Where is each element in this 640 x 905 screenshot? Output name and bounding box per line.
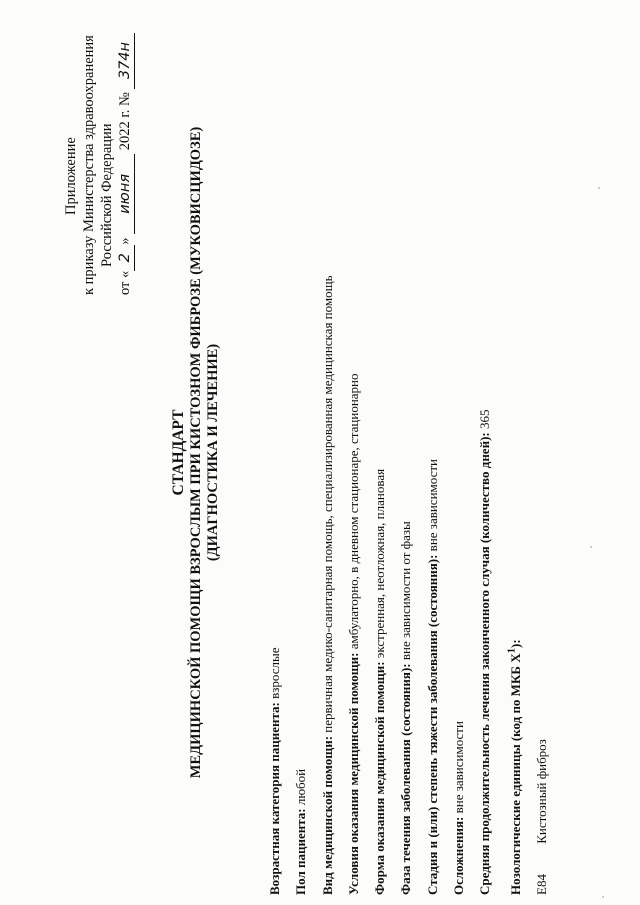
- field-label: Фаза течения заболевания (состояния):: [398, 663, 414, 895]
- field-nosological-units: [499, 15, 530, 895]
- title-line-1: СТАНДАРТ: [170, 409, 187, 496]
- appendix-title: Приложение: [63, 137, 79, 215]
- field-value: вне зависимости от фазы: [398, 521, 414, 664]
- order-day-handwritten: 2: [116, 245, 135, 271]
- appendix-country: Российской Федерации: [99, 123, 115, 267]
- order-number-handwritten: 374н: [116, 33, 135, 89]
- footnote-marker: 1: [505, 647, 518, 654]
- order-month-handwritten: июня: [116, 154, 135, 234]
- order-mid: »: [117, 237, 133, 245]
- scan-speck: [590, 546, 592, 548]
- standard-fields: [262, 15, 556, 895]
- appendix-header: [62, 35, 135, 295]
- field-label: Условия оказания медицинской помощи:: [345, 652, 361, 895]
- field-sex: [288, 15, 314, 895]
- diagnosis-row: [529, 15, 555, 895]
- field-care-conditions: [341, 15, 367, 895]
- field-value: вне зависимости: [451, 721, 467, 817]
- title-line-3: (ДИАГНОСТИКА И ЛЕЧЕНИЕ): [205, 343, 221, 562]
- scan-speck: [602, 896, 604, 898]
- order-year: 2022 г. №: [117, 92, 133, 151]
- field-age-category: [262, 15, 288, 895]
- icd-code: E84: [534, 874, 550, 895]
- order-date-line: [116, 35, 135, 295]
- field-value: экстренная, неотложная, плановая: [372, 468, 388, 662]
- appendix-order-ref: к приказу Министерства здравоохранения: [81, 35, 97, 295]
- field-value: первичная медико-санитарная помощь, специализированная медицинская помощь: [319, 275, 335, 736]
- field-treatment-duration: [472, 15, 498, 895]
- field-label: Вид медицинской помощи:: [319, 735, 335, 895]
- field-label: Средняя продолжительность лечения законченного случая (количество дней):: [477, 432, 493, 895]
- field-label: Стадия и (или) степень тяжести заболевания (состояния):: [424, 554, 440, 895]
- standard-title: [170, 80, 222, 825]
- title-line-2: МЕДИЦИНСКОЙ ПОМОЩИ ВЗРОСЛЫМ ПРИ КИСТОЗНОМ ФИБРОЗЕ (МУКОВИСЦИДОЗЕ): [188, 126, 204, 779]
- field-disease-stage: [420, 15, 446, 895]
- field-label: Форма оказания медицинской помощи:: [372, 661, 388, 895]
- field-label: Возрастная категория пациента:: [267, 702, 282, 895]
- field-care-type: [315, 15, 341, 895]
- field-complications: [446, 15, 472, 895]
- scan-speck: [598, 187, 600, 189]
- field-value: 365: [477, 409, 493, 433]
- field-value: амбулаторно, в дневном стационаре, стационарно: [345, 373, 361, 653]
- field-value: вне зависимости: [424, 459, 440, 555]
- field-label: [505, 639, 523, 895]
- order-prefix: от «: [117, 270, 133, 295]
- field-value: взрослые: [267, 647, 282, 703]
- field-label-tail: ):: [508, 639, 523, 648]
- field-care-form: [367, 15, 393, 895]
- diagnosis-name: Кистозный фиброз: [534, 739, 550, 844]
- field-disease-phase: [393, 15, 419, 895]
- field-label: Пол пациента:: [293, 808, 309, 895]
- field-value: любой: [293, 768, 309, 809]
- field-label: Осложнения:: [451, 816, 467, 895]
- field-label-text: Нозологические единицы (код по МКБ X: [508, 653, 523, 895]
